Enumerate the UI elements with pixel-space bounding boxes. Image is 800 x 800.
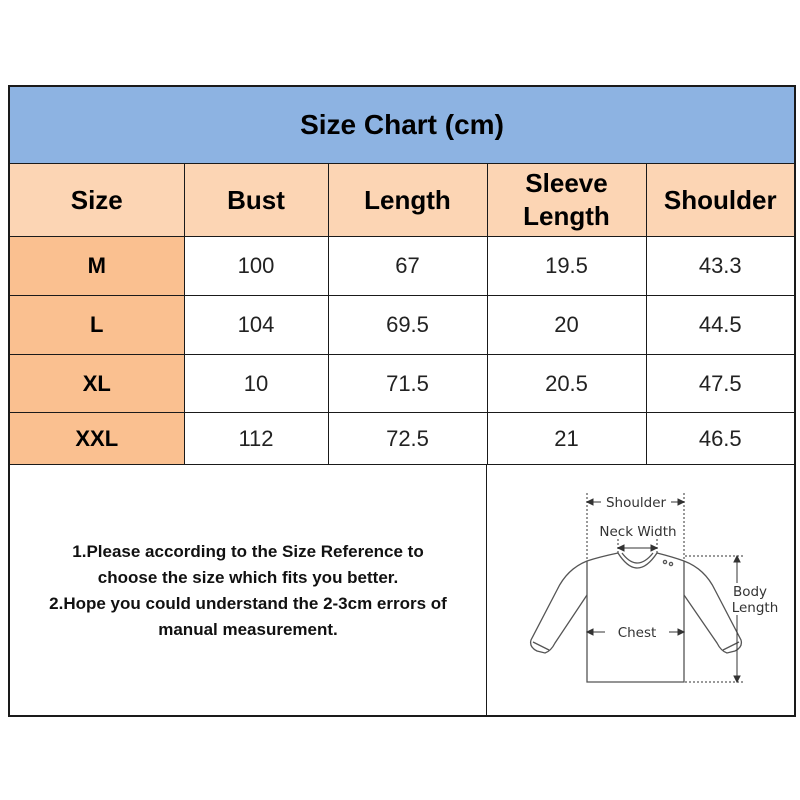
length-cell: 71.5: [328, 355, 487, 413]
header-bust: Bust: [184, 164, 328, 237]
body-length-label-line1: Body: [732, 584, 768, 600]
size-chart: [8, 85, 796, 717]
shoulder-cell: 47.5: [646, 355, 794, 413]
size-cell: XL: [10, 355, 184, 413]
header-size: Size: [10, 164, 184, 237]
sleeve-length-cell: 20.5: [487, 355, 646, 413]
header-length: Length: [328, 164, 487, 237]
shoulder-cell: 46.5: [646, 413, 794, 465]
size-cell: XXL: [10, 413, 184, 465]
header-sleeve-length: Sleeve Length: [487, 164, 646, 237]
measure-lines: [587, 493, 743, 682]
body-length-label-line2: Length: [731, 600, 779, 616]
bust-cell: 104: [184, 296, 328, 355]
neck-width-label: Neck Width: [599, 524, 677, 540]
info-section: [10, 464, 794, 716]
sleeve-length-cell: 21: [487, 413, 646, 465]
table-row: [10, 413, 794, 465]
bust-cell: 100: [184, 237, 328, 296]
bust-cell: 10: [184, 355, 328, 413]
sleeve-length-cell: 20: [487, 296, 646, 355]
sweater-diagram: [487, 465, 794, 716]
table-row: [10, 237, 794, 296]
bust-cell: 112: [184, 413, 328, 465]
size-cell: L: [10, 296, 184, 355]
notes-panel: [10, 465, 487, 716]
sleeve-length-cell: 19.5: [487, 237, 646, 296]
length-cell: 72.5: [328, 413, 487, 465]
chest-label: Chest: [617, 625, 657, 641]
size-table: [10, 164, 794, 465]
measurement-diagram: [487, 465, 794, 716]
length-cell: 69.5: [328, 296, 487, 355]
shoulder-label: Shoulder: [605, 495, 667, 511]
size-cell: M: [10, 237, 184, 296]
table-row: [10, 355, 794, 413]
table-row: [10, 296, 794, 355]
chart-title: Size Chart (cm): [10, 87, 794, 164]
header-row: [10, 164, 794, 237]
shoulder-cell: 43.3: [646, 237, 794, 296]
shoulder-cell: 44.5: [646, 296, 794, 355]
sweater-outline: [531, 553, 742, 682]
length-cell: 67: [328, 237, 487, 296]
note-1: 1.Please according to the Size Reference to choose the size which fits you better.: [72, 541, 424, 587]
header-shoulder: Shoulder: [646, 164, 794, 237]
note-2: 2.Hope you could understand the 2-3cm errors of manual measurement.: [49, 593, 447, 639]
